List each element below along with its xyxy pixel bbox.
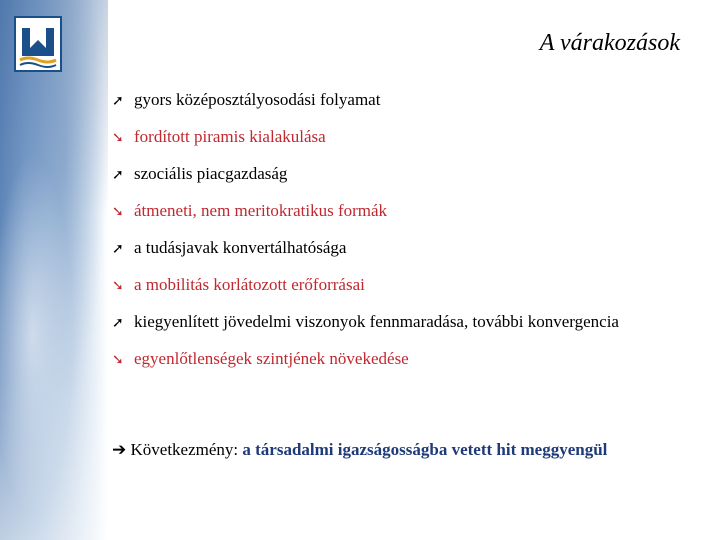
- list-item: [112, 88, 672, 113]
- list-item: [112, 199, 672, 224]
- side-decoration: [0, 0, 108, 540]
- list-item-text: a mobilitás korlátozott erőforrásai: [134, 275, 365, 294]
- arrow-up-right-icon: ➚: [112, 93, 124, 109]
- slide-title: A várakozások: [539, 30, 680, 56]
- conclusion-text: a társadalmi igazságosságba vetett hit meggyengül: [242, 440, 608, 459]
- arrow-down-left-icon: ➘: [112, 130, 124, 146]
- list-item-text: kiegyenlített jövedelmi viszonyok fennmaradása, további konvergencia: [134, 312, 619, 331]
- list-item-text: átmeneti, nem meritokratikus formák: [134, 201, 388, 220]
- conclusion-label: Következmény:: [130, 440, 239, 459]
- arrow-down-left-icon: ➘: [112, 278, 124, 294]
- list-item: [112, 273, 672, 298]
- list-item-text: a tudásjavak konvertálhatósága: [134, 238, 347, 257]
- arrow-down-left-icon: ➘: [112, 352, 124, 368]
- arrow-up-right-icon: ➚: [112, 315, 124, 331]
- list-item: [112, 236, 672, 261]
- institution-logo: [14, 16, 62, 72]
- list-item-text: egyenlőtlenségek szintjének növekedése: [134, 349, 409, 368]
- arrow-right-icon: ➔: [112, 440, 127, 459]
- arrow-up-right-icon: ➚: [112, 241, 124, 257]
- list-item: [112, 162, 672, 187]
- list-item-text: gyors középosztályosodási folyamat: [134, 90, 381, 109]
- list-item: [112, 347, 672, 372]
- list-item: [112, 310, 672, 335]
- conclusion: [112, 438, 632, 462]
- arrow-up-right-icon: ➚: [112, 167, 124, 183]
- expectations-list: [112, 88, 672, 384]
- arrow-down-left-icon: ➘: [112, 204, 124, 220]
- list-item-text: szociális piacgazdaság: [134, 164, 288, 183]
- list-item: [112, 125, 672, 150]
- list-item-text: fordított piramis kialakulása: [134, 127, 326, 146]
